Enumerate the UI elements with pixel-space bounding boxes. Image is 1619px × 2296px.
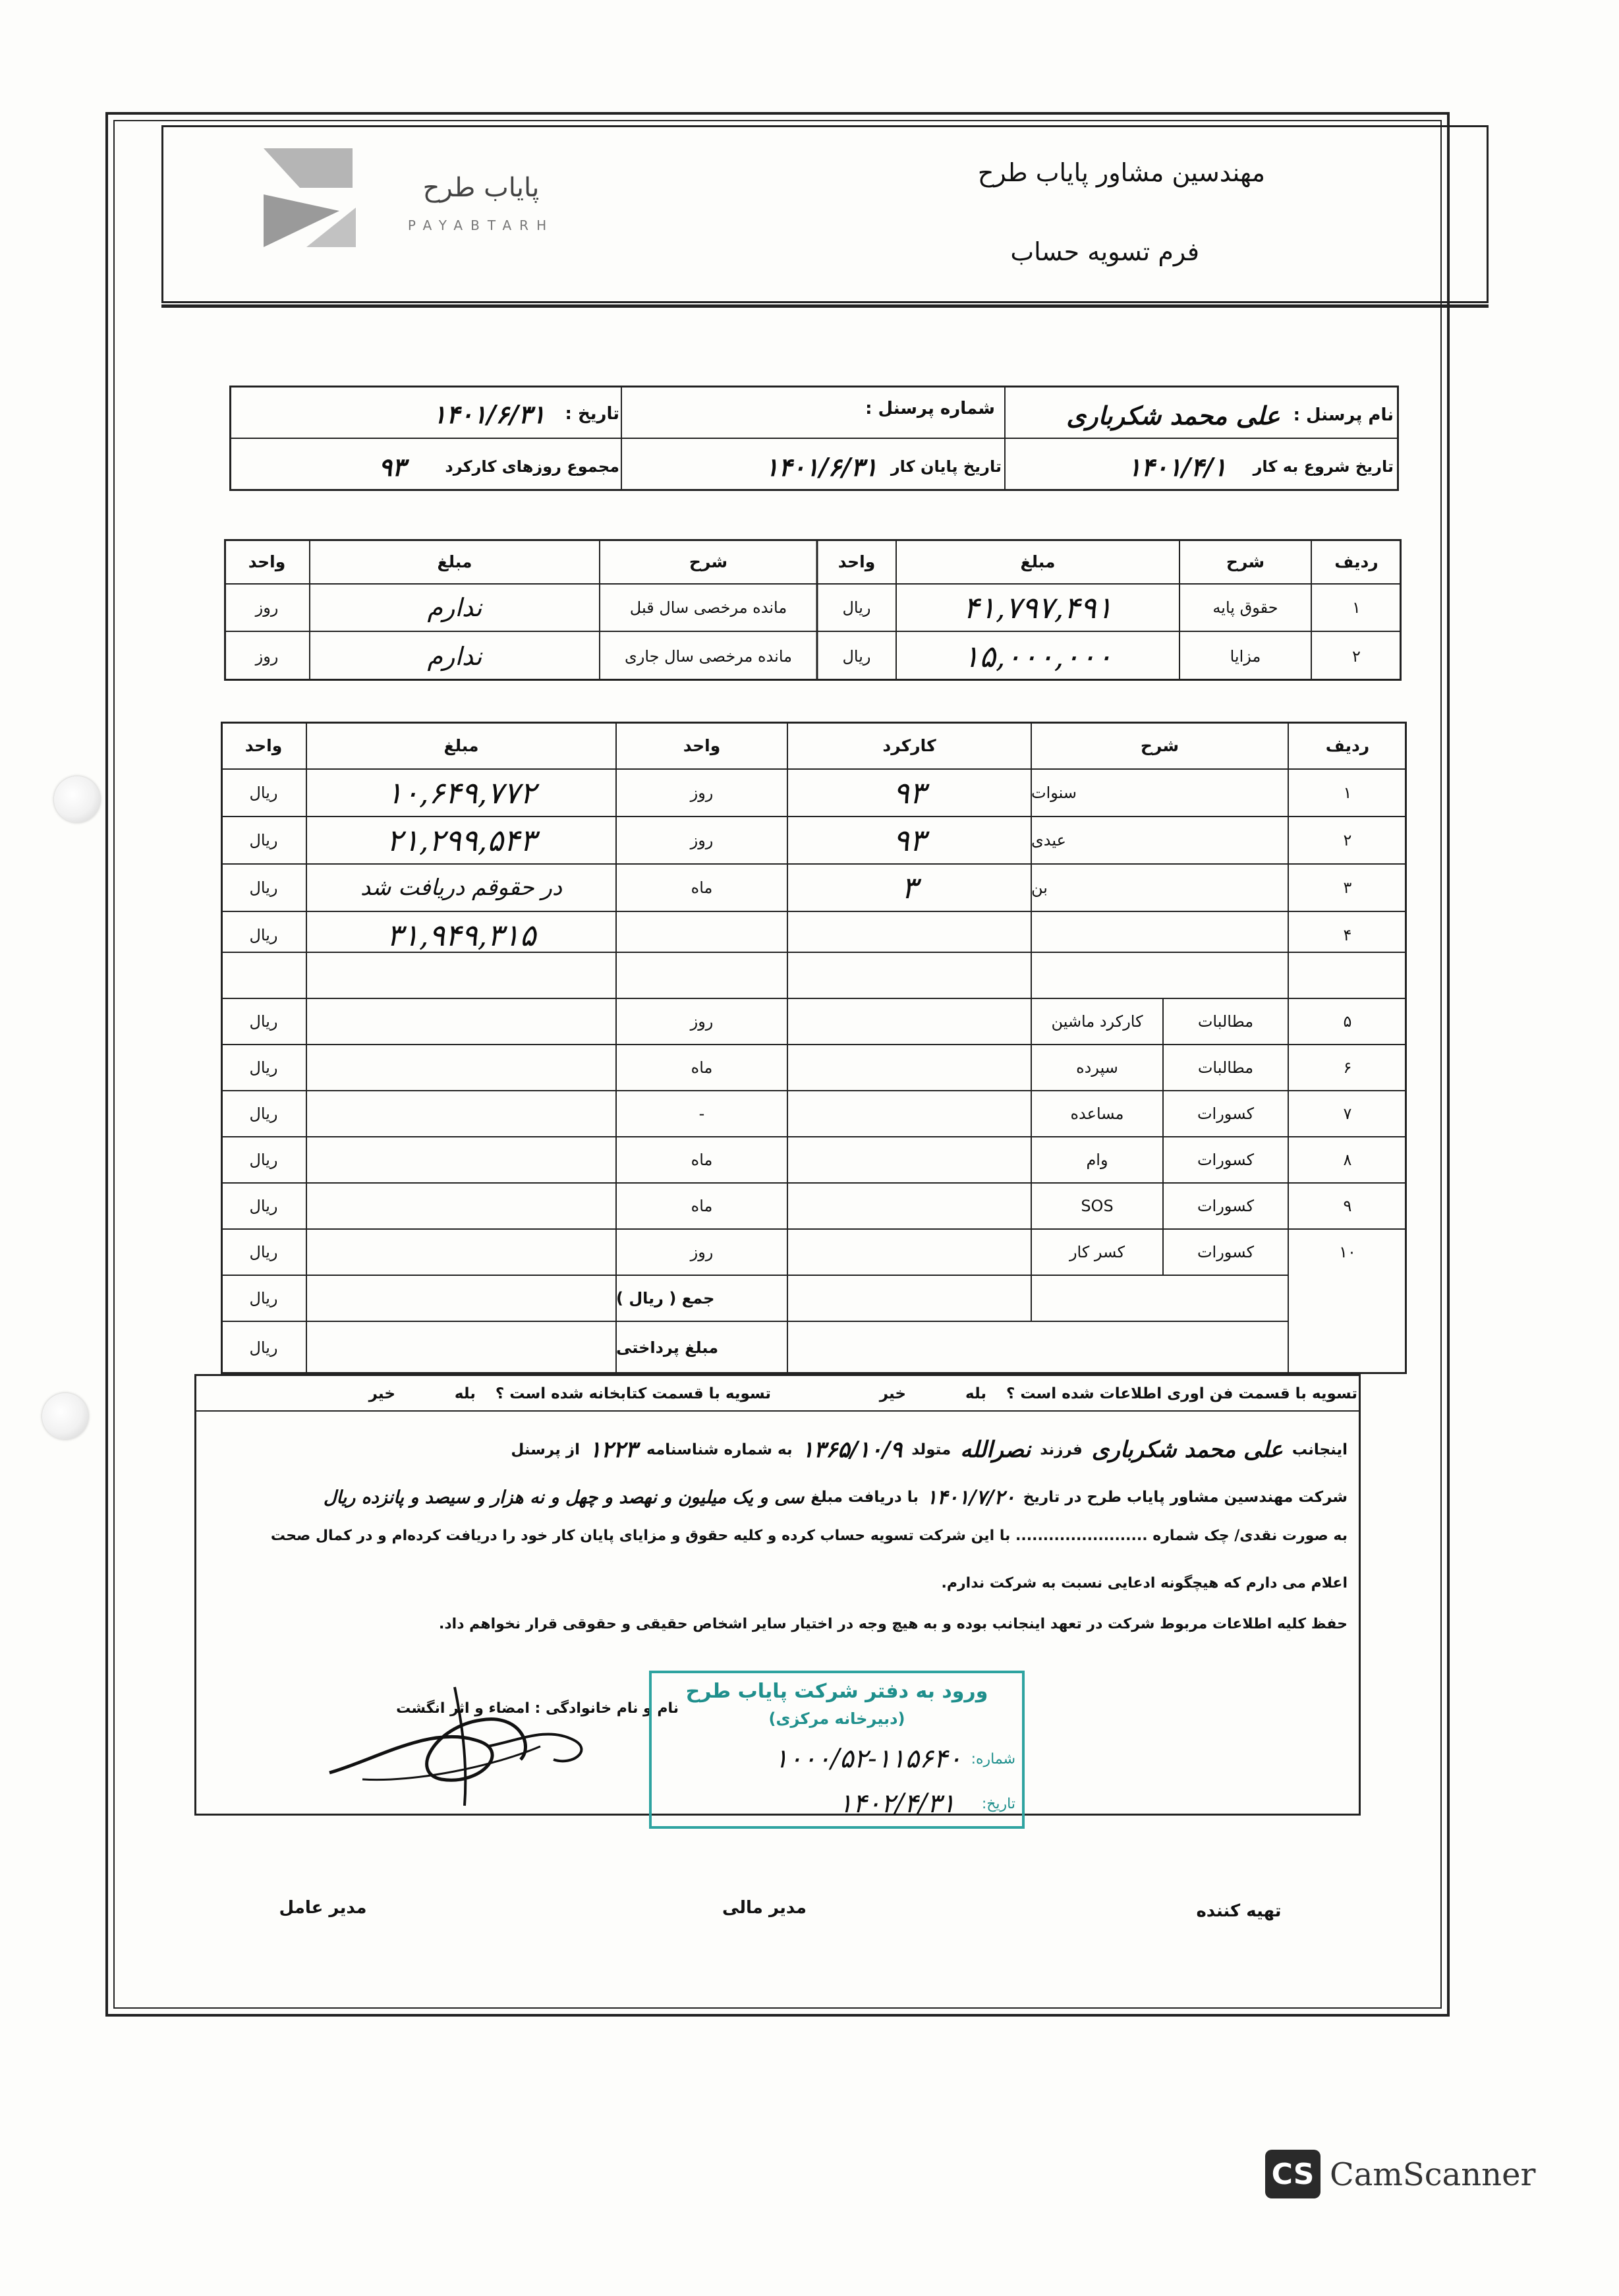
t2-row-unit: ماه — [691, 878, 713, 897]
t1-row-amount: ۴۱,۷۹۷,۴۹۱ — [963, 590, 1113, 625]
t2-row-unit: ماه — [691, 1058, 713, 1077]
t2-row-currency: ریال — [249, 1058, 278, 1077]
settlement-divider — [194, 1410, 1361, 1412]
t2-row-currency: ریال — [249, 1197, 278, 1215]
punch-hole — [54, 776, 100, 822]
finance-manager-label: مدیر مالی — [722, 1898, 807, 1918]
t1-row-unit2: روز — [255, 598, 279, 617]
t2-row-desc: عیدی — [1031, 831, 1066, 849]
declaration-line-1 — [211, 1430, 1348, 1470]
t1-row-unit: ریال — [842, 646, 871, 666]
t2-row-no: ۸ — [1343, 1151, 1352, 1169]
t2-row-currency: ریال — [249, 1243, 278, 1261]
decl-text: به شماره شناسنامه — [646, 1441, 793, 1458]
t2-header-work: کارکرد — [882, 735, 936, 755]
date-cell — [237, 394, 619, 434]
t1-row-amount2: ندارم — [427, 641, 482, 671]
decl-text: متولد — [911, 1441, 952, 1458]
t2-row-desc: کارکرد ماشین — [1051, 1012, 1143, 1031]
t2-row-desc: کسر کار — [1069, 1243, 1125, 1261]
t2-row-category: کسورات — [1197, 1151, 1255, 1169]
date-label: تاریخ : — [565, 404, 619, 424]
t1-header-unit2: واحد — [248, 552, 286, 571]
decl-text: از پرسنل — [511, 1441, 580, 1458]
t2-header-amount: مبلغ — [443, 735, 479, 755]
t2-row-amount: در حقوقم دریافت شد — [360, 875, 562, 901]
stamp-subtitle: (دبیرخانه مرکزی) — [768, 1709, 905, 1728]
end-date-cell — [626, 447, 1002, 486]
t2-row-amount: ۲۱,۲۹۹,۵۴۳ — [386, 822, 536, 858]
t2-header-row-no: ردیف — [1325, 735, 1370, 755]
name-value: علی محمد شکرباری — [1066, 400, 1280, 430]
camscanner-badge: CS — [1265, 2150, 1321, 2198]
declaration-line-4: اعلام می دارم که هیچگونه ادعایی نسبت به شرکت ندارم. — [941, 1575, 1348, 1592]
t1-header-row-no: ردیف — [1334, 552, 1378, 571]
logo-text: پایاب طرح — [422, 173, 540, 203]
t1-row-no: ۲ — [1352, 646, 1361, 666]
end-date-value: ۱۴۰۱/۶/۳۱ — [765, 451, 878, 482]
company-logo — [260, 142, 359, 254]
start-date-value: ۱۴۰۱/۴/۱ — [1127, 451, 1227, 482]
t2-row-currency: ریال — [249, 1151, 278, 1169]
stamp-date: ۱۴۰۲/۴/۳۱ — [838, 1789, 955, 1819]
t2-row-desc: سنوات — [1031, 784, 1077, 802]
payable-label: مبلغ پرداختی — [616, 1338, 719, 1357]
t2-row-no: ۱ — [1343, 784, 1352, 802]
decl-text: فرزند — [1040, 1441, 1083, 1458]
t2-row-no: ۲ — [1343, 831, 1352, 849]
t2-row-no: ۱۰ — [1339, 1243, 1356, 1261]
t2-row-unit: ماه — [691, 1151, 713, 1169]
start-date-cell — [1008, 447, 1394, 486]
t2-header-unit: واحد — [683, 735, 721, 755]
t2-row-no: ۷ — [1343, 1105, 1352, 1123]
t2-row-amount: ۳۱,۹۴۹,۳۱۵ — [386, 917, 536, 953]
t2-row-no: ۵ — [1343, 1012, 1352, 1031]
t1-row-desc2: مانده مرخصی سال قبل — [629, 598, 787, 617]
preparer-label: تهیه کننده — [1196, 1901, 1282, 1921]
decl-birth: ۱۳۶۵/۱۰/۹ — [801, 1437, 903, 1463]
form-title: فرم تسویه حساب — [1010, 237, 1199, 266]
t2-row-currency: ریال — [249, 878, 278, 897]
t2-row-desc: بن — [1031, 878, 1048, 897]
library-settlement-label: تسویه با قسمت کتابخانه شده است ؟ — [495, 1385, 771, 1402]
t1-row-unit: ریال — [842, 598, 871, 617]
t1-row-unit2: روز — [255, 646, 279, 666]
workdays-label: مجموع روزهای کارکرد — [445, 457, 619, 476]
ceo-label: مدیر عامل — [279, 1898, 367, 1918]
stamp-date-label: تاریخ: — [981, 1795, 1015, 1812]
t1-row-amount2: ندارم — [427, 593, 482, 622]
total-label: جمع ( ریال ) — [616, 1289, 715, 1307]
t2-row-unit: روز — [690, 784, 714, 802]
end-date-label: تاریخ پایان کار — [890, 457, 1002, 476]
t2-row-amount: ۱۰,۶۴۹,۷۷۲ — [386, 775, 536, 811]
t2-row-no: ۴ — [1343, 926, 1352, 944]
stamp-date-row — [660, 1784, 1015, 1823]
punch-hole — [42, 1393, 88, 1439]
t2-row-no: ۳ — [1343, 878, 1352, 897]
decl-name: علی محمد شکرباری — [1091, 1437, 1283, 1463]
logo-latin-text: PAYABTARH — [407, 217, 555, 233]
signature-scribble — [323, 1648, 613, 1832]
company-name: مهندسین مشاور پایاب طرح — [977, 158, 1265, 187]
t1-header-unit: واحد — [838, 552, 876, 571]
t2-row-unit: روز — [690, 1012, 714, 1031]
library-yes-option: بله — [454, 1385, 476, 1402]
t2-row-desc: سپرده — [1076, 1058, 1118, 1077]
t1-row-no: ۱ — [1352, 598, 1361, 617]
t2-row-unit: روز — [690, 831, 714, 849]
t2-row-currency: ریال — [249, 831, 278, 849]
t2-row-category: کسورات — [1197, 1197, 1255, 1215]
t1-header-desc: شرح — [1226, 552, 1265, 571]
t1-header-amount: مبلغ — [1020, 552, 1056, 571]
t2-row-category: مطالبات — [1197, 1058, 1254, 1077]
signature-label: نام و نام خانوادگی : امضاء و اثر انگشت — [396, 1700, 679, 1717]
it-settlement — [843, 1381, 1357, 1407]
decl-text: با دریافت مبلغ — [810, 1489, 919, 1506]
t2-row-desc: SOS — [1081, 1197, 1114, 1215]
t2-header-desc: شرح — [1140, 735, 1179, 755]
t2-row-currency: ریال — [249, 926, 278, 944]
decl-father: نصرالله — [960, 1437, 1031, 1463]
it-settlement-label: تسویه با قسمت فن اوری اطلاعات شده است ؟ — [1006, 1385, 1357, 1402]
workdays-cell — [237, 447, 619, 486]
decl-amount-words: سی و یک میلیون و نهصد و چهل و نه هزار و سیصد و پانزده ریال — [323, 1487, 805, 1508]
declaration-line-3: به صورت نقدی/ چک شماره ........................ با این شرکت تسویه حساب کرده و کلیه حقوق و مزایای پایان کار خود را دریافت کرده‌ام و در کمال صحت — [270, 1528, 1348, 1544]
t2-row-desc: وام — [1086, 1151, 1108, 1169]
header-divider — [161, 304, 1489, 308]
t2-row-no: ۹ — [1343, 1197, 1352, 1215]
t2-row-category: مطالبات — [1197, 1012, 1254, 1031]
t2-row-category: کسورات — [1197, 1243, 1255, 1261]
start-date-label: تاریخ شروع به کار — [1253, 457, 1394, 476]
t2-row-work: ۹۳ — [893, 775, 926, 811]
t2-row-unit: روز — [690, 1243, 714, 1261]
date-value: ۱۴۰۱/۶/۳۱ — [432, 399, 546, 429]
total-currency: ریال — [249, 1289, 278, 1307]
library-no-option: خیر — [368, 1385, 395, 1402]
t2-row-currency: ریال — [249, 784, 278, 802]
personnel-name-cell — [1008, 395, 1394, 435]
stamp-number-label: شماره: — [971, 1750, 1015, 1767]
personnel-number-label: شماره پرسنل : — [865, 399, 995, 418]
t2-row-unit: - — [698, 1105, 705, 1123]
t2-row-desc: مساعده — [1070, 1105, 1124, 1123]
t1-row-desc: مزایا — [1230, 646, 1261, 666]
t1-row-desc: حقوق پایه — [1212, 598, 1278, 617]
t2-row-work: ۳ — [901, 870, 918, 905]
t1-row-desc2: مانده مرخصی سال جاری — [624, 646, 793, 666]
workdays-value: ۹۳ — [378, 451, 406, 482]
decl-text: اینجانب — [1292, 1441, 1348, 1458]
it-yes-option: بله — [965, 1385, 986, 1402]
t2-row-unit: ماه — [691, 1197, 713, 1215]
stamp-title: ورود به دفتر شرکت پایاب طرح — [685, 1680, 988, 1703]
it-no-option: خیر — [879, 1385, 906, 1402]
t1-header-desc2: شرح — [689, 552, 728, 571]
header-box — [161, 125, 1489, 303]
library-settlement — [297, 1381, 771, 1407]
t2-header-currency: واحد — [244, 735, 283, 755]
t2-row-category: کسورات — [1197, 1105, 1255, 1123]
camscanner-text: CamScanner — [1330, 2156, 1536, 2193]
registry-stamp — [649, 1671, 1025, 1829]
t1-row-amount: ۱۵,۰۰۰,۰۰۰ — [963, 638, 1113, 674]
declaration-line-2 — [211, 1478, 1348, 1517]
name-label: نام پرسنل : — [1293, 405, 1394, 425]
t2-row-work: ۹۳ — [893, 822, 926, 858]
payable-currency: ریال — [249, 1338, 278, 1357]
stamp-number: ۱۰۰۰/۵۲-۱۱۵۶۴۰ — [774, 1744, 962, 1774]
stamp-number-row — [660, 1739, 1015, 1779]
t1-header-amount2: مبلغ — [437, 552, 472, 571]
decl-text: شرکت مهندسین مشاور پایاب طرح در تاریخ — [1023, 1489, 1348, 1506]
t2-row-currency: ریال — [249, 1105, 278, 1123]
declaration-line-5: حفظ کلیه اطلاعات مربوط شرکت در تعهد اینجانب بوده و به هیچ وجه در اختیار سایر اشخاص حقیقی و حقوقی قرار نخواهم داد. — [439, 1616, 1348, 1632]
t2-row-no: ۶ — [1343, 1058, 1352, 1077]
decl-date: ۱۴۰۱/۷/۲۰ — [926, 1485, 1015, 1509]
t2-row-currency: ریال — [249, 1012, 278, 1031]
decl-id: ۱۲۲۳ — [588, 1437, 638, 1463]
